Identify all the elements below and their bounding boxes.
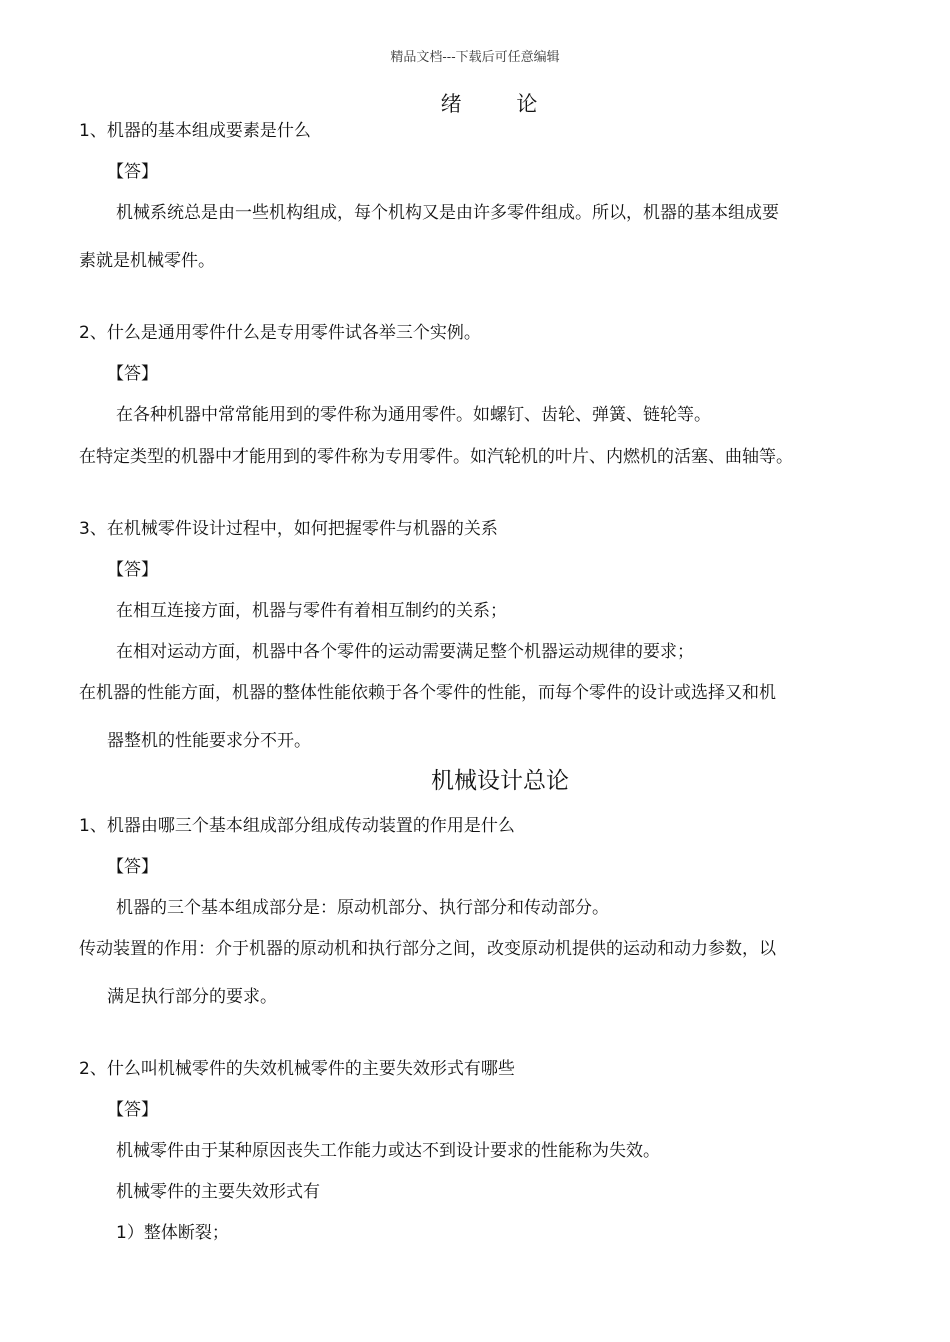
question-1: 1、机器的基本组成要素是什么 [79,121,311,141]
answer-text: 在机器的性能方面，机器的整体性能依赖于各个零件的性能，而每个零件的设计或选择又和机 [79,683,776,703]
question-2: 2、什么是通用零件什么是专用零件试各举三个实例。 [79,323,481,343]
answer-text: 机械零件的主要失效形式有 [116,1182,320,1202]
section-title-mechanical-design: 机械设计总论 [431,768,569,794]
answer-text: 在相对运动方面，机器中各个零件的运动需要满足整个机器运动规律的要求； [116,642,694,662]
question-1: 1、机器由哪三个基本组成部分组成传动装置的作用是什么 [79,816,515,836]
page-header: 精品文档---下载后可任意编辑 [390,50,560,65]
question-2: 2、什么叫机械零件的失效机械零件的主要失效形式有哪些 [79,1059,515,1079]
answer-tag: 【答】 [107,1100,158,1120]
answer-tag: 【答】 [107,364,158,384]
answer-tag: 【答】 [107,857,158,877]
answer-text: 机械零件由于某种原因丧失工作能力或达不到设计要求的性能称为失效。 [116,1141,660,1161]
answer-text: 机器的三个基本组成部分是：原动机部分、执行部分和传动部分。 [116,898,609,918]
answer-text: 在相互连接方面，机器与零件有着相互制约的关系； [116,601,507,621]
answer-tag: 【答】 [107,162,158,182]
answer-text: 1）整体断裂； [116,1223,229,1243]
question-3: 3、在机械零件设计过程中，如何把握零件与机器的关系 [79,519,498,539]
answer-text: 在各种机器中常常能用到的零件称为通用零件。如螺钉、齿轮、弹簧、链轮等。 [116,405,711,425]
section-title-intro: 绪 论 [440,92,562,116]
answer-text: 器整机的性能要求分不开。 [107,731,311,751]
answer-text: 素就是机械零件。 [79,251,215,271]
answer-text: 机械系统总是由一些机构组成，每个机构又是由许多零件组成。所以，机器的基本组成要 [116,203,779,223]
answer-text: 传动装置的作用：介于机器的原动机和执行部分之间，改变原动机提供的运动和动力参数，以 [79,939,776,959]
answer-tag: 【答】 [107,560,158,580]
answer-text: 满足执行部分的要求。 [107,987,277,1007]
answer-text: 在特定类型的机器中才能用到的零件称为专用零件。如汽轮机的叶片、内燃机的活塞、曲轴等。 [79,447,793,467]
